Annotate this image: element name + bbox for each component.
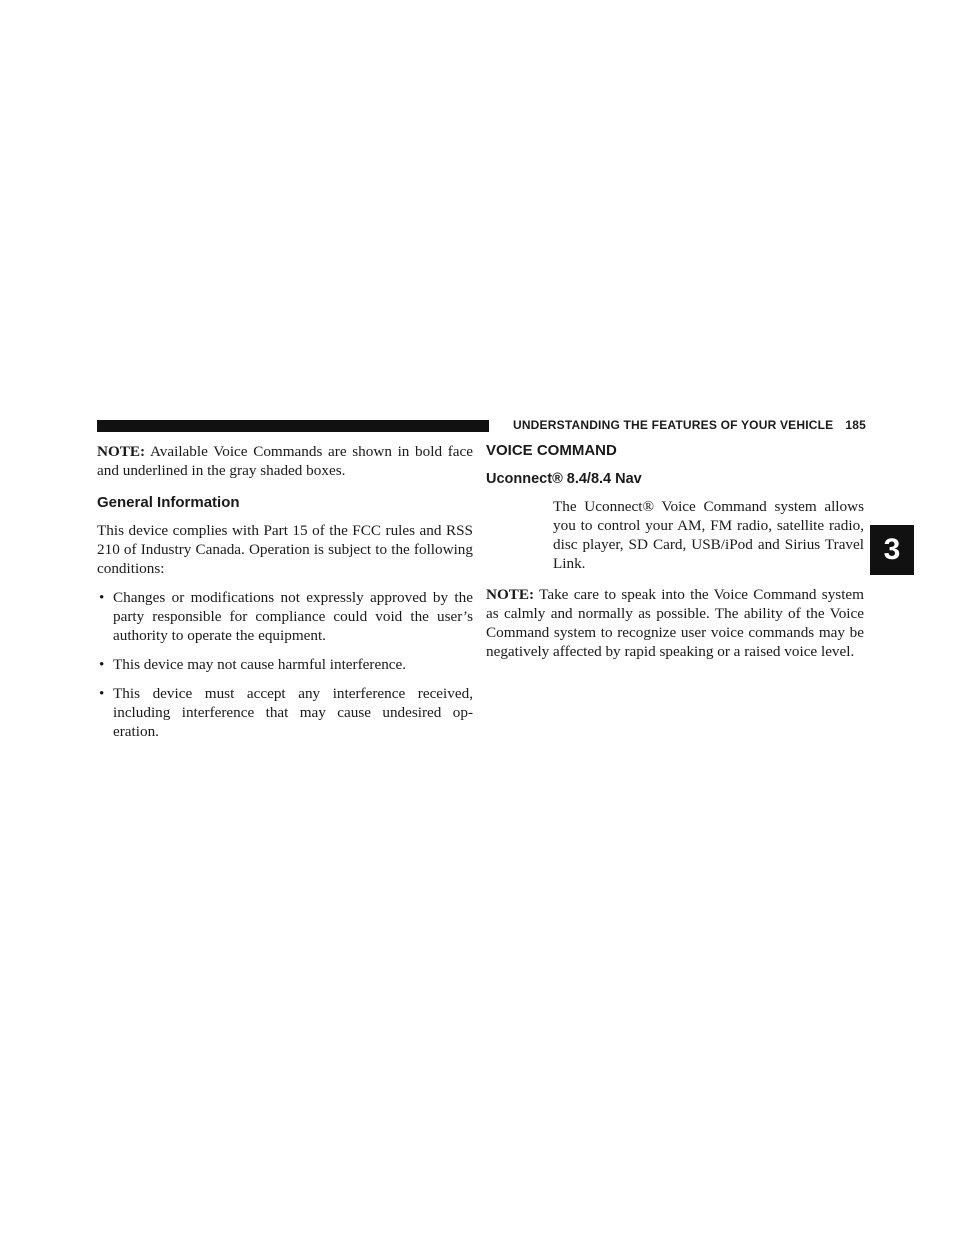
page-number: 185 xyxy=(845,418,866,432)
bullet-icon: • xyxy=(99,589,105,606)
list-item-text: This device may not cause harmful interference. xyxy=(113,656,407,673)
general-information-heading: General Information xyxy=(97,494,240,511)
list-item xyxy=(97,655,473,674)
chapter-number: 3 xyxy=(883,533,901,566)
note-label-right: NOTE: xyxy=(486,586,535,603)
voice-command-heading: VOICE COMMAND xyxy=(486,442,617,459)
chapter-tab xyxy=(870,525,914,575)
conditions-list xyxy=(97,588,473,741)
uconnect-heading: Uconnect® 8.4/8.4 Nav xyxy=(486,471,642,487)
left-column xyxy=(97,442,473,751)
list-item xyxy=(97,588,473,645)
list-item xyxy=(97,684,473,741)
header-rule xyxy=(97,420,489,432)
section-title: UNDERSTANDING THE FEATURES OF YOUR VEHICLE xyxy=(512,418,834,432)
note-paragraph-right xyxy=(486,585,864,661)
list-item-text: This device must accept any interference received, including interference that may cause undesired op-eration. xyxy=(113,685,473,740)
bullet-icon: • xyxy=(99,656,105,673)
running-header xyxy=(506,418,866,432)
note-text-right: Take care to speak into the Voice Command system as calmly and normally as possible. The ability of the Voice Command system to recognize user voice commands may be negatively affected by rapid speaking or a raised voice level. xyxy=(486,586,864,660)
note-label: NOTE: xyxy=(97,443,146,460)
note-text: Available Voice Commands are shown in bold face and underlined in the gray shaded boxes. xyxy=(97,443,473,479)
general-information-text: This device complies with Part 15 of the FCC rules and RSS 210 of Industry Canada. Operation is subject to the following conditions: xyxy=(97,522,473,577)
right-column xyxy=(486,442,864,661)
uconnect-text: The Uconnect® Voice Command system allows you to control your AM, FM radio, satellite radio, disc player, SD Card, USB/iPod and Sirius Travel Link. xyxy=(553,498,864,572)
note-paragraph xyxy=(97,442,473,480)
bullet-icon: • xyxy=(99,685,105,702)
list-item-text: Changes or modifications not expressly approved by the party responsible for compliance could void the user’s authority to operate the equipment. xyxy=(113,589,473,644)
